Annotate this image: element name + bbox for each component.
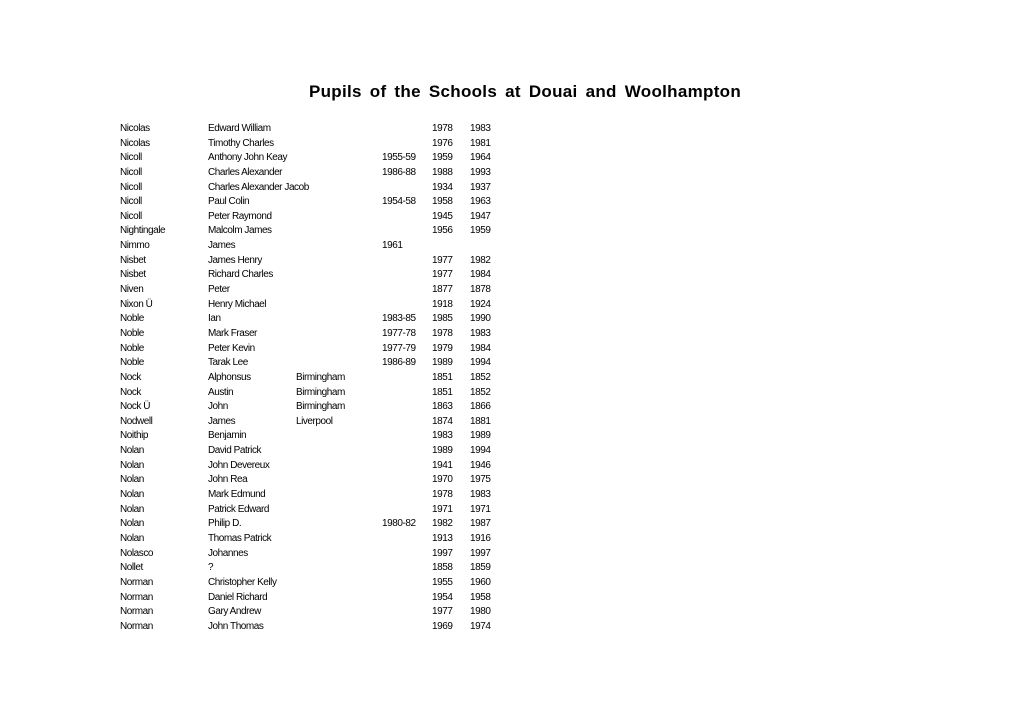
entry-year-cell: 1989	[432, 357, 453, 369]
surname-cell: Nolan	[120, 503, 144, 515]
leave-year-cell: 1852	[470, 371, 491, 383]
surname-cell: Nightingale	[120, 225, 166, 237]
forenames-cell: Christopher Kelly	[208, 576, 277, 588]
leave-year-cell: 1881	[470, 415, 491, 427]
leave-year-cell: 1958	[470, 591, 491, 603]
pupil-list	[0, 122, 1024, 634]
forenames-cell: David Patrick	[208, 445, 262, 457]
leave-year-cell: 1981	[470, 137, 491, 149]
forenames-cell: James	[208, 415, 236, 427]
page-title: Pupils of the Schools at Douai and Woolhampton	[308, 82, 742, 101]
leave-year-cell: 1916	[470, 532, 491, 544]
surname-cell: Nicoll	[120, 210, 142, 222]
forenames-cell: Mark Edmund	[208, 489, 266, 501]
list-item	[0, 576, 1024, 591]
forenames-cell: Philip D.	[208, 518, 242, 530]
leave-year-cell: 1989	[470, 430, 491, 442]
entry-year-cell: 1858	[432, 562, 453, 574]
entry-year-cell: 1977	[432, 269, 453, 281]
surname-cell: Nicoll	[120, 196, 142, 208]
forenames-cell: Thomas Patrick	[208, 532, 272, 544]
entry-year-cell: 1913	[432, 532, 453, 544]
entry-year-cell: 1851	[432, 371, 453, 383]
forenames-cell: Ian	[208, 313, 221, 325]
list-item	[0, 459, 1024, 474]
list-item	[0, 444, 1024, 459]
forenames-cell: Charles Alexander Jacob	[208, 181, 309, 193]
surname-cell: Noble	[120, 342, 144, 354]
leave-year-cell: 1994	[470, 357, 491, 369]
surname-cell: Nollet	[120, 562, 143, 574]
list-item	[0, 166, 1024, 181]
list-item	[0, 342, 1024, 357]
entry-year-cell: 1851	[432, 386, 453, 398]
prep-years-cell: 1980-82	[382, 518, 416, 530]
surname-cell: Nolan	[120, 445, 144, 457]
entry-year-cell: 1985	[432, 313, 453, 325]
leave-year-cell: 1971	[470, 503, 491, 515]
leave-year-cell: 1960	[470, 576, 491, 588]
surname-cell: Norman	[120, 576, 153, 588]
list-item	[0, 561, 1024, 576]
surname-cell: Nicolas	[120, 123, 150, 134]
leave-year-cell: 1852	[470, 386, 491, 398]
forenames-cell: Johannes	[208, 547, 248, 559]
forenames-cell: Tarak Lee	[208, 357, 248, 369]
prep-years-cell: 1954-58	[382, 196, 416, 208]
forenames-cell: Daniel Richard	[208, 591, 268, 603]
list-item	[0, 283, 1024, 298]
forenames-cell: Austin	[208, 386, 234, 398]
forenames-cell: Paul Colin	[208, 196, 250, 208]
prep-years-cell: 1986-89	[382, 357, 416, 369]
entry-year-cell: 1979	[432, 342, 453, 354]
leave-year-cell: 1878	[470, 284, 491, 296]
forenames-cell: ?	[208, 562, 214, 574]
list-item	[0, 122, 1024, 137]
surname-cell: Noithip	[120, 430, 148, 442]
list-item	[0, 415, 1024, 430]
list-item	[0, 547, 1024, 562]
forenames-cell: Peter Kevin	[208, 342, 255, 354]
entry-year-cell: 1988	[432, 166, 453, 178]
entry-year-cell: 1989	[432, 445, 453, 457]
entry-year-cell: 1970	[432, 474, 453, 486]
list-item	[0, 195, 1024, 210]
prep-years-cell: 1977-78	[382, 327, 416, 339]
entry-year-cell: 1958	[432, 196, 453, 208]
list-item	[0, 517, 1024, 532]
surname-cell: Norman	[120, 591, 153, 603]
list-item	[0, 503, 1024, 518]
leave-year-cell: 1982	[470, 254, 491, 266]
entry-year-cell: 1978	[432, 327, 453, 339]
surname-cell: Nicoll	[120, 152, 142, 164]
leave-year-cell: 1980	[470, 606, 491, 618]
leave-year-cell: 1990	[470, 313, 491, 325]
surname-cell: Noble	[120, 357, 144, 369]
surname-cell: Nock	[120, 386, 141, 398]
forenames-cell: Charles Alexander	[208, 166, 283, 178]
surname-cell: Nock Ü	[120, 401, 151, 413]
leave-year-cell: 1983	[470, 123, 491, 134]
list-item	[0, 151, 1024, 166]
list-item	[0, 386, 1024, 401]
forenames-cell: Benjamin	[208, 430, 247, 442]
place-cell: Birmingham	[296, 386, 345, 398]
forenames-cell: Peter	[208, 284, 230, 296]
surname-cell: Nimmo	[120, 240, 150, 252]
leave-year-cell: 1984	[470, 342, 491, 354]
list-item	[0, 620, 1024, 635]
place-cell: Liverpool	[296, 415, 333, 427]
list-item	[0, 371, 1024, 386]
leave-year-cell: 1975	[470, 474, 491, 486]
list-item	[0, 429, 1024, 444]
leave-year-cell: 1984	[470, 269, 491, 281]
list-item	[0, 532, 1024, 547]
entry-year-cell: 1959	[432, 152, 453, 164]
entry-year-cell: 1874	[432, 415, 453, 427]
leave-year-cell: 1866	[470, 401, 491, 413]
forenames-cell: Henry Michael	[208, 298, 267, 310]
entry-year-cell: 1918	[432, 298, 453, 310]
entry-year-cell: 1977	[432, 254, 453, 266]
forenames-cell: Anthony John Keay	[208, 152, 288, 164]
prep-years-cell: 1961	[382, 240, 403, 252]
surname-cell: Nolan	[120, 518, 144, 530]
entry-year-cell: 1941	[432, 459, 453, 471]
leave-year-cell: 1987	[470, 518, 491, 530]
surname-cell: Nolasco	[120, 547, 153, 559]
forenames-cell: John Thomas	[208, 620, 264, 632]
list-item	[0, 400, 1024, 415]
surname-cell: Nock	[120, 371, 141, 383]
place-cell: Birmingham	[296, 371, 345, 383]
forenames-cell: James Henry	[208, 254, 262, 266]
list-item	[0, 473, 1024, 488]
list-item	[0, 591, 1024, 606]
leave-year-cell: 1946	[470, 459, 491, 471]
surname-cell: Nolan	[120, 532, 144, 544]
entry-year-cell: 1945	[432, 210, 453, 222]
leave-year-cell: 1947	[470, 210, 491, 222]
list-item	[0, 298, 1024, 313]
list-item	[0, 268, 1024, 283]
list-item	[0, 254, 1024, 269]
list-item	[0, 224, 1024, 239]
surname-cell: Nolan	[120, 489, 144, 501]
leave-year-cell: 1859	[470, 562, 491, 574]
entry-year-cell: 1955	[432, 576, 453, 588]
leave-year-cell: 1924	[470, 298, 491, 310]
entry-year-cell: 1978	[432, 123, 453, 134]
entry-year-cell: 1976	[432, 137, 453, 149]
leave-year-cell: 1974	[470, 620, 491, 632]
list-item	[0, 605, 1024, 620]
list-item	[0, 488, 1024, 503]
leave-year-cell: 1983	[470, 489, 491, 501]
leave-year-cell: 1983	[470, 327, 491, 339]
surname-cell: Nixon Ü	[120, 298, 153, 310]
prep-years-cell: 1986-88	[382, 166, 416, 178]
forenames-cell: James	[208, 240, 236, 252]
list-item	[0, 356, 1024, 371]
surname-cell: Nisbet	[120, 254, 146, 266]
surname-cell: Nisbet	[120, 269, 146, 281]
leave-year-cell: 1997	[470, 547, 491, 559]
leave-year-cell: 1994	[470, 445, 491, 457]
entry-year-cell: 1863	[432, 401, 453, 413]
forenames-cell: John	[208, 401, 228, 413]
entry-year-cell: 1977	[432, 606, 453, 618]
entry-year-cell: 1982	[432, 518, 453, 530]
leave-year-cell: 1963	[470, 196, 491, 208]
entry-year-cell: 1983	[432, 430, 453, 442]
entry-year-cell: 1969	[432, 620, 453, 632]
surname-cell: Nicolas	[120, 137, 150, 149]
entry-year-cell: 1934	[432, 181, 453, 193]
forenames-cell: Malcolm James	[208, 225, 272, 237]
surname-cell: Nicoll	[120, 166, 142, 178]
forenames-cell: John Rea	[208, 474, 248, 486]
entry-year-cell: 1971	[432, 503, 453, 515]
list-item	[0, 210, 1024, 225]
forenames-cell: Peter Raymond	[208, 210, 272, 222]
leave-year-cell: 1937	[470, 181, 491, 193]
surname-cell: Niven	[120, 284, 144, 296]
forenames-cell: Mark Fraser	[208, 327, 257, 339]
prep-years-cell: 1955-59	[382, 152, 416, 164]
surname-cell: Noble	[120, 327, 144, 339]
prep-years-cell: 1983-85	[382, 313, 416, 325]
surname-cell: Nodwell	[120, 415, 153, 427]
entry-year-cell: 1956	[432, 225, 453, 237]
list-item	[0, 239, 1024, 254]
forenames-cell: Timothy Charles	[208, 137, 274, 149]
surname-cell: Nicoll	[120, 181, 142, 193]
forenames-cell: Patrick Edward	[208, 503, 269, 515]
forenames-cell: John Devereux	[208, 459, 270, 471]
forenames-cell: Edward William	[208, 123, 271, 134]
list-item	[0, 327, 1024, 342]
surname-cell: Noble	[120, 313, 144, 325]
surname-cell: Nolan	[120, 474, 144, 486]
prep-years-cell: 1977-79	[382, 342, 416, 354]
leave-year-cell: 1959	[470, 225, 491, 237]
list-item	[0, 181, 1024, 196]
place-cell: Birmingham	[296, 401, 345, 413]
surname-cell: Norman	[120, 606, 153, 618]
surname-cell: Norman	[120, 620, 153, 632]
forenames-cell: Gary Andrew	[208, 606, 261, 618]
list-item	[0, 137, 1024, 152]
leave-year-cell: 1993	[470, 166, 491, 178]
surname-cell: Nolan	[120, 459, 144, 471]
leave-year-cell: 1964	[470, 152, 491, 164]
forenames-cell: Alphonsus	[208, 371, 251, 383]
list-item	[0, 312, 1024, 327]
forenames-cell: Richard Charles	[208, 269, 273, 281]
entry-year-cell: 1954	[432, 591, 453, 603]
entry-year-cell: 1978	[432, 489, 453, 501]
entry-year-cell: 1877	[432, 284, 453, 296]
entry-year-cell: 1997	[432, 547, 453, 559]
